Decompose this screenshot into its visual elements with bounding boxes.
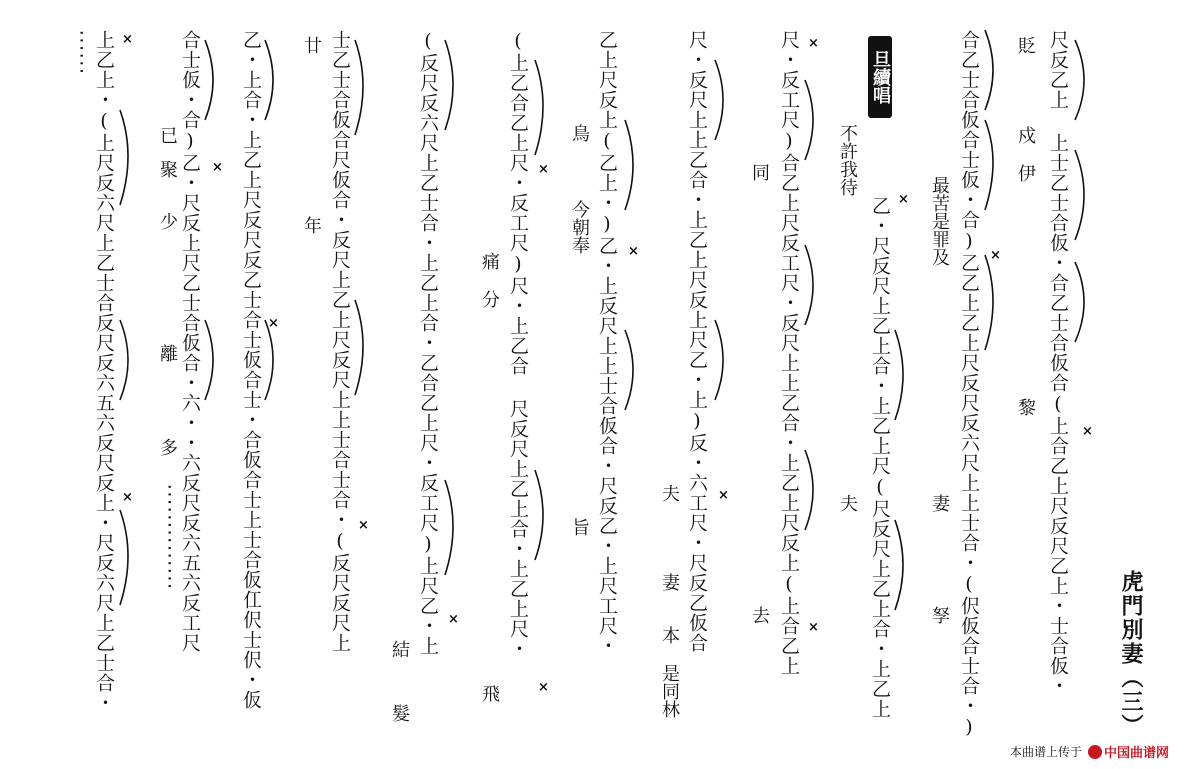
notation-column-3: 乙・尺反尺上乙上合・上乙上尺(尺反尺上乙上合・上乙上 (869, 196, 891, 719)
role-marker: 旦續唱 (868, 36, 892, 118)
notation-column-5: 尺・反尺上上乙合・上乙上尺反上尺乙・上)反・六工尺・尺反乙仮合 (686, 30, 708, 653)
notation-column-9: 士乙士合仮合尺仮合・反尺上乙上尺反尺上上士合士合・(反尺反尺上 (329, 30, 351, 653)
notation-column-6: 乙上尺反上(乙上・)乙・上反尺上上士合仮合・尺反乙・上尺工尺・ (596, 30, 618, 656)
lyric-3: 伊 (1015, 164, 1036, 182)
continuation-dots-1: ·············· (160, 482, 179, 589)
cross-mark: × (628, 244, 639, 259)
lyric-12: 夫 (659, 484, 680, 502)
cross-mark: × (448, 612, 459, 627)
lyric-2: 戍 (1015, 126, 1036, 144)
cross-mark: × (1082, 424, 1093, 439)
lyric-6: 妻 (929, 494, 950, 512)
lyric-30: 多 (157, 438, 178, 456)
lyric-29: 離 (157, 344, 178, 362)
lyric-16: 鳥 (569, 124, 590, 142)
continuation-dots-2: ······ (72, 28, 91, 74)
site-name: 中国曲谱网 (1104, 746, 1170, 761)
cross-mark: × (212, 160, 223, 175)
cross-mark: × (898, 192, 909, 207)
lyric-14: 本 (659, 626, 680, 644)
notation-column-11: 合士仮・合)乙・尺反上尺乙士合仮合・六・・六反尺反六五六反工尺 (179, 30, 201, 653)
lyric-21: 飛 (479, 684, 500, 702)
cross-mark: × (122, 490, 133, 505)
lyric-27: 聚 (157, 160, 178, 178)
lyric-25: 年 (301, 216, 322, 234)
lyric-26: 已 (157, 126, 178, 144)
lyric-7: 孥 (929, 606, 950, 624)
lyric-20: 分 (479, 290, 500, 308)
notation-column-12: 上乙上・(上尺反六尺上乙士合反尺反六五六反尺反上・尺反六尺上乙士合・ (93, 30, 115, 713)
footer-text: 本曲谱上传于 (1010, 745, 1083, 759)
source-footer (1010, 742, 1169, 761)
lyric-22: 結 (389, 640, 410, 658)
cross-mark: × (538, 162, 549, 177)
lyric-9: 夫 (837, 494, 858, 512)
lyric-18: 旨 (569, 518, 590, 536)
piece-title: 虎門別妻（三） (1118, 570, 1144, 738)
cross-mark: × (358, 518, 369, 533)
lyric-23: 髮 (389, 704, 410, 722)
cross-mark: × (268, 316, 279, 331)
lyric-17: 今朝奉 (569, 200, 590, 254)
site-logo (1088, 742, 1169, 761)
notation-column-10: 乙・上合・上乙上尺反尺反乙士合士仮合士・合仮合士上士合仮仜伬士伬・仮 (240, 30, 262, 710)
lyric-15: 是同林 (659, 664, 680, 718)
cross-mark: × (122, 32, 133, 47)
lyric-24: 廿 (301, 36, 322, 54)
cross-mark: × (718, 488, 729, 503)
cross-mark: × (808, 620, 819, 635)
notation-column-8: (反尺反六尺上乙士合・上乙上合・乙合乙上尺・反工尺)上尺乙・上 (417, 30, 439, 656)
lyric-28: 少 (157, 212, 178, 230)
lyric-10: 同 (749, 163, 770, 181)
cross-mark: × (990, 248, 1001, 263)
lyric-5: 最苦是罪及 (929, 176, 950, 266)
lyric-13: 妻 (659, 573, 680, 591)
lyric-11: 去 (749, 606, 770, 624)
lyric-8: 不許我待 (837, 124, 858, 196)
lyric-1: 貶 (1015, 36, 1036, 54)
notation-column-2: 合乙士合仮合士仮・合)乙乙上乙上尺反尺反六尺上上士合・(伬仮合士合・) (958, 30, 980, 739)
lyric-19: 痛 (479, 252, 500, 270)
cross-mark: × (808, 36, 819, 51)
site-logo-icon (1088, 745, 1102, 759)
lyric-4: 黎 (1015, 398, 1036, 416)
cross-mark: × (538, 680, 549, 695)
notation-column-4: 尺・反工尺)合乙上尺反工尺・反尺上上乙合・上乙上尺反上(上合乙上 (778, 30, 800, 676)
notation-column-1: 尺反乙上 上士乙士合仮・合乙士合仮合(上合乙上尺反尺乙上・士合仮・ (1047, 30, 1069, 696)
notation-column-7: (上乙合乙上尺・反工尺)尺・上乙合 尺反尺上乙上合・上乙上尺・ (507, 30, 529, 659)
